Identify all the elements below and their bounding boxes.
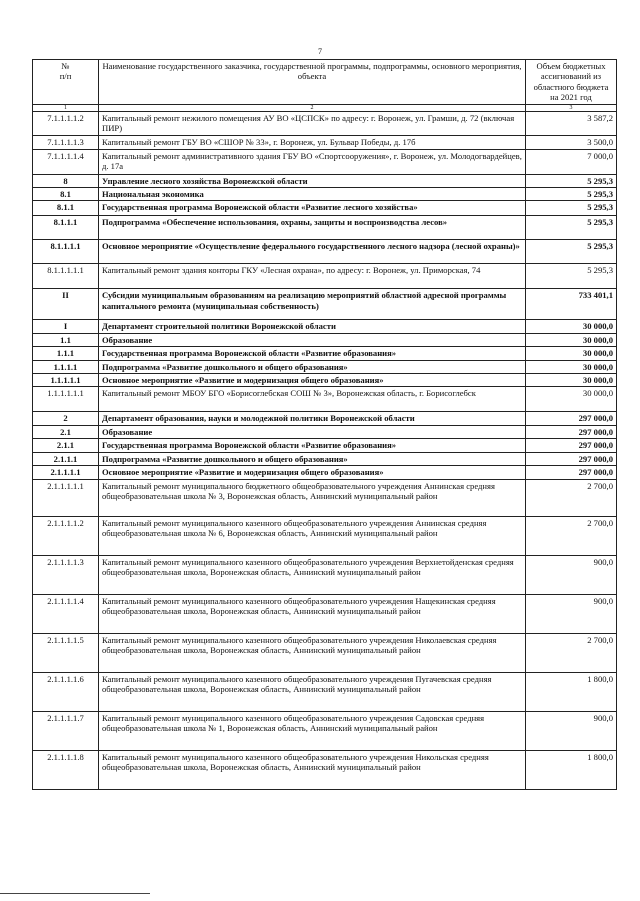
row-amount: 5 295,3 xyxy=(526,216,617,240)
table-row xyxy=(33,633,617,672)
row-name: Субсидии муниципальным образованиям на реализацию мероприятий областной адресной программы капитального ремонта (муниципальная собственность) xyxy=(99,289,526,320)
row-number: 1.1.1.1 xyxy=(33,360,99,373)
row-number: 2.1.1.1.1.2 xyxy=(33,516,99,555)
row-number: 1.1.1.1.1.1 xyxy=(33,387,99,412)
table-row xyxy=(33,387,617,412)
table-row xyxy=(33,672,617,711)
row-amount: 733 401,1 xyxy=(526,289,617,320)
table-row xyxy=(33,555,617,594)
table-row xyxy=(33,374,617,387)
row-amount: 1 800,0 xyxy=(526,672,617,711)
row-name: Подпрограмма «Обеспечение использования, охраны, защиты и воспроизводства лесов» xyxy=(99,216,526,240)
row-name: Национальная экономика xyxy=(99,188,526,201)
row-name: Капитальный ремонт муниципального бюджетного общеобразовательного учреждения Аннинская средняя общеобразовательная школа № 3, Воронежская область, Аннинский муниципальный район xyxy=(99,479,526,516)
row-name: Департамент строительной политики Воронежской области xyxy=(99,320,526,333)
table-row xyxy=(33,135,617,149)
row-name: Основное мероприятие «Развитие и модернизация общего образования» xyxy=(99,466,526,479)
row-name: Капитальный ремонт муниципального казенного общеобразовательного учреждения Пугачевская средняя общеобразовательная школа, Воронежская область, Аннинский муниципальный район xyxy=(99,672,526,711)
table-row xyxy=(33,320,617,333)
row-number: 1.1.1 xyxy=(33,347,99,360)
budget-table xyxy=(32,59,617,790)
row-name: Подпрограмма «Развитие дошкольного и общего образования» xyxy=(99,360,526,373)
row-amount: 7 000,0 xyxy=(526,149,617,174)
table-header-row xyxy=(33,60,617,105)
row-number: 8 xyxy=(33,174,99,187)
row-amount: 2 700,0 xyxy=(526,479,617,516)
row-number: 2.1.1.1.1.3 xyxy=(33,555,99,594)
column-index: 2 xyxy=(99,104,526,111)
table-row xyxy=(33,347,617,360)
row-number: 8.1.1.1.1 xyxy=(33,240,99,264)
row-amount: 1 800,0 xyxy=(526,750,617,789)
row-name: Капитальный ремонт МБОУ БГО «Борисоглебская СОШ № 3», Воронежская область, г. Борисоглебск xyxy=(99,387,526,412)
row-name: Основное мероприятие «Развитие и модернизация общего образования» xyxy=(99,374,526,387)
row-number: 8.1.1.1.1.1 xyxy=(33,264,99,289)
row-name: Капитальный ремонт нежилого помещения АУ ВО «ЦСПСК» по адресу: г. Воронеж, ул. Грамши, д. 72 (включая ПИР) xyxy=(99,111,526,135)
row-name: Капитальный ремонт административного здания ГБУ ВО «Спортсооружения», г. Воронеж, ул. Молодогвардейцев, д. 17а xyxy=(99,149,526,174)
table-row xyxy=(33,360,617,373)
table-row xyxy=(33,412,617,425)
row-amount: 297 000,0 xyxy=(526,452,617,465)
row-amount: 297 000,0 xyxy=(526,466,617,479)
column-index: 3 xyxy=(526,104,617,111)
row-number: 7.1.1.1.1.3 xyxy=(33,135,99,149)
table-row xyxy=(33,711,617,750)
row-number: 7.1.1.1.1.4 xyxy=(33,149,99,174)
table-row xyxy=(33,174,617,187)
table-row xyxy=(33,149,617,174)
header-name: Наименование государственного заказчика, государственной программы, подпрограммы, основного мероприятия, объекта xyxy=(99,60,526,105)
row-name: Капитальный ремонт муниципального казенного общеобразовательного учреждения Садовская средняя общеобразовательная школа № 1, Воронежская область, Аннинский муниципальный район xyxy=(99,711,526,750)
row-name: Образование xyxy=(99,425,526,438)
row-amount: 30 000,0 xyxy=(526,320,617,333)
row-number: 8.1.1.1 xyxy=(33,216,99,240)
row-amount: 30 000,0 xyxy=(526,374,617,387)
row-number: 1.1 xyxy=(33,333,99,346)
row-amount: 30 000,0 xyxy=(526,387,617,412)
row-number: I xyxy=(33,320,99,333)
table-row xyxy=(33,289,617,320)
row-name: Капитальный ремонт муниципального казенного общеобразовательного учреждения Верхнетойденская средняя общеобразовательная школа, Воронежская область, Аннинский муниципальный район xyxy=(99,555,526,594)
row-amount: 30 000,0 xyxy=(526,360,617,373)
row-number: 2.1 xyxy=(33,425,99,438)
row-number: 2.1.1.1.1.5 xyxy=(33,633,99,672)
table-row xyxy=(33,516,617,555)
row-name: Образование xyxy=(99,333,526,346)
row-amount: 297 000,0 xyxy=(526,439,617,452)
row-number: 2.1.1.1 xyxy=(33,452,99,465)
table-row xyxy=(33,479,617,516)
header-amount: Объем бюджетных ассигнований из областного бюджета на 2021 год xyxy=(526,60,617,105)
table-row xyxy=(33,188,617,201)
row-name: Государственная программа Воронежской области «Развитие образования» xyxy=(99,347,526,360)
row-amount: 900,0 xyxy=(526,555,617,594)
row-number: 7.1.1.1.1.2 xyxy=(33,111,99,135)
row-amount: 30 000,0 xyxy=(526,333,617,346)
table-row xyxy=(33,201,617,216)
row-amount: 3 587,2 xyxy=(526,111,617,135)
row-amount: 5 295,3 xyxy=(526,240,617,264)
row-name: Капитальный ремонт муниципального казенного общеобразовательного учреждения Аннинская средняя общеобразовательная школа № 6, Воронежская область, Аннинский муниципальный район xyxy=(99,516,526,555)
header-number: № п/п xyxy=(33,60,99,105)
table-row xyxy=(33,439,617,452)
row-number: 8.1 xyxy=(33,188,99,201)
row-amount: 297 000,0 xyxy=(526,412,617,425)
row-amount: 5 295,3 xyxy=(526,174,617,187)
row-amount: 5 295,3 xyxy=(526,264,617,289)
table-row xyxy=(33,216,617,240)
row-number: 1.1.1.1.1 xyxy=(33,374,99,387)
row-name: Основное мероприятие «Осуществление федерального государственного лесного надзора (лесной охраны)» xyxy=(99,240,526,264)
row-amount: 3 500,0 xyxy=(526,135,617,149)
row-number: 2 xyxy=(33,412,99,425)
footer-divider xyxy=(0,893,150,894)
row-number: 2.1.1.1.1.7 xyxy=(33,711,99,750)
row-amount: 2 700,0 xyxy=(526,516,617,555)
row-name: Управление лесного хозяйства Воронежской области xyxy=(99,174,526,187)
row-name: Капитальный ремонт муниципального казенного общеобразовательного учреждения Никольская средняя общеобразовательная школа, Воронежская область, Аннинский муниципальный район xyxy=(99,750,526,789)
column-index-row xyxy=(33,104,617,111)
page-number: 7 xyxy=(318,47,322,56)
table-row xyxy=(33,594,617,633)
table-row xyxy=(33,111,617,135)
row-amount: 900,0 xyxy=(526,594,617,633)
table-row xyxy=(33,452,617,465)
row-number: 2.1.1.1.1 xyxy=(33,466,99,479)
row-number: 2.1.1 xyxy=(33,439,99,452)
row-number: 2.1.1.1.1.8 xyxy=(33,750,99,789)
row-name: Капитальный ремонт муниципального казенного общеобразовательного учреждения Нащекинская средняя общеобразовательная школа, Воронежская область, Аннинский муниципальный район xyxy=(99,594,526,633)
table-row xyxy=(33,425,617,438)
row-name: Капитальный ремонт муниципального казенного общеобразовательного учреждения Николаевская средняя общеобразовательная школа, Воронежская область, Аннинский муниципальный район xyxy=(99,633,526,672)
row-amount: 900,0 xyxy=(526,711,617,750)
row-number: 2.1.1.1.1.1 xyxy=(33,479,99,516)
row-name: Государственная программа Воронежской области «Развитие образования» xyxy=(99,439,526,452)
table-row xyxy=(33,466,617,479)
column-index: 1 xyxy=(33,104,99,111)
table-row xyxy=(33,750,617,789)
row-name: Капитальный ремонт здания конторы ГКУ «Лесная охрана», по адресу: г. Воронеж, ул. Приморская, 74 xyxy=(99,264,526,289)
row-name: Капитальный ремонт ГБУ ВО «СШОР № 33», г. Воронеж, ул. Бульвар Победы, д. 17б xyxy=(99,135,526,149)
row-number: 8.1.1 xyxy=(33,201,99,216)
table-row xyxy=(33,264,617,289)
row-name: Подпрограмма «Развитие дошкольного и общего образования» xyxy=(99,452,526,465)
row-amount: 297 000,0 xyxy=(526,425,617,438)
row-amount: 30 000,0 xyxy=(526,347,617,360)
table-row xyxy=(33,333,617,346)
row-amount: 5 295,3 xyxy=(526,201,617,216)
row-number: 2.1.1.1.1.6 xyxy=(33,672,99,711)
row-number: 2.1.1.1.1.4 xyxy=(33,594,99,633)
row-amount: 5 295,3 xyxy=(526,188,617,201)
row-amount: 2 700,0 xyxy=(526,633,617,672)
row-name: Государственная программа Воронежской области «Развитие лесного хозяйства» xyxy=(99,201,526,216)
row-name: Департамент образования, науки и молодежной политики Воронежской области xyxy=(99,412,526,425)
table-row xyxy=(33,240,617,264)
row-number: II xyxy=(33,289,99,320)
